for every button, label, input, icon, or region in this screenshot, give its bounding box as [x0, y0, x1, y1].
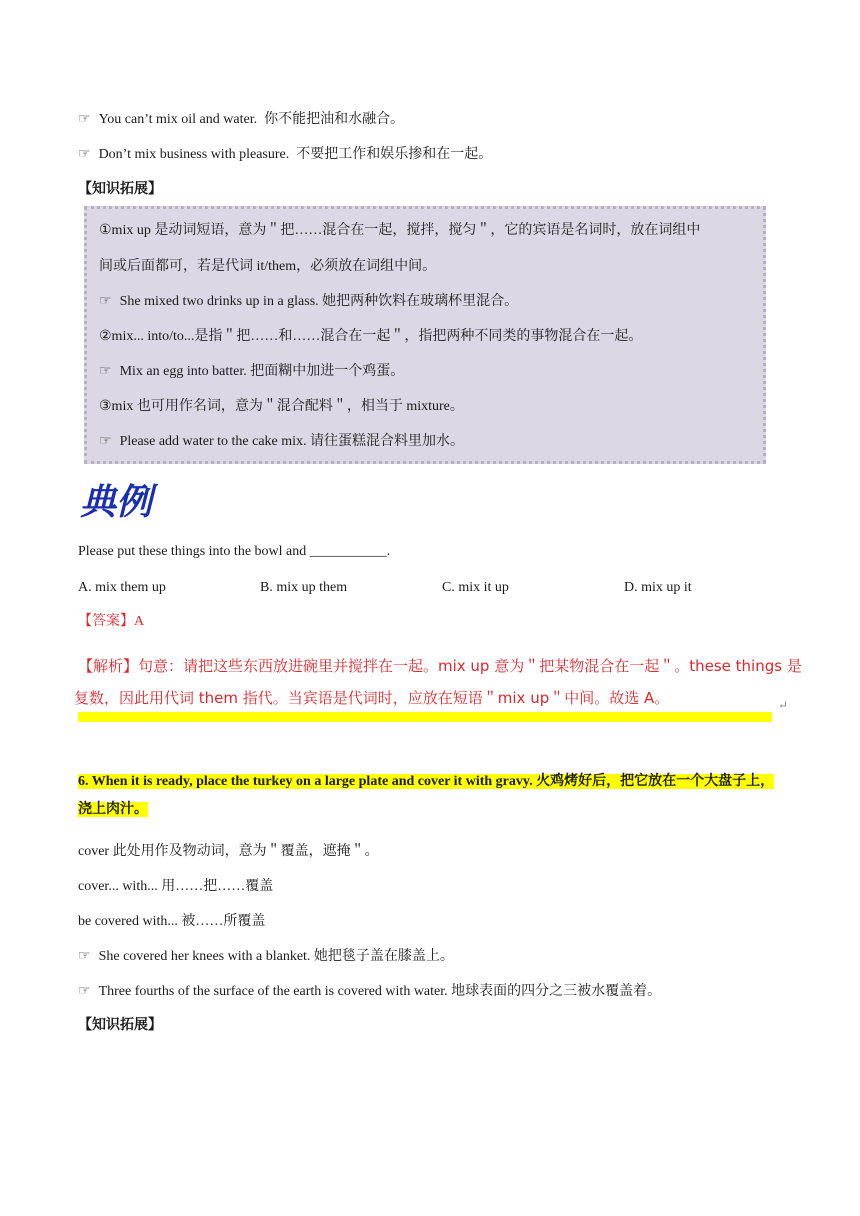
pointing-hand-icon: ☞	[78, 984, 91, 999]
analysis-text: 复数，因此用代词 them 指代。当宾语是代词时，应放在短语＂mix up＂中间。故选 A。	[74, 689, 670, 707]
knowledge-text: ③mix 也可用作名词，意为＂混合配料＂，相当于 mixture。	[99, 399, 464, 414]
option-c: C. mix it up	[442, 580, 509, 595]
pointing-hand-icon: ☞	[78, 112, 91, 127]
example-logo	[78, 476, 168, 524]
analysis-text: 【解析】句意：请把这些东西放进碗里并搅拌在一起。mix up 意为＂把某物混合在一起＂。these things 是	[78, 657, 802, 675]
example-line: ☞ Three fourths of the surface of the earth is covered with water. 地球表面的四分之三被水覆盖着。	[78, 984, 662, 999]
return-icon: ↵	[778, 698, 789, 712]
analysis-block	[74, 648, 802, 722]
svg-text:典例: 典例	[80, 481, 153, 523]
question-6-heading: 6. When it is ready, place the turkey on a large plate and cover it with gravy. 火鸡烤好后，把它放在一个大盘子上，浇上肉汁。	[78, 774, 775, 817]
knowledge-heading: 【知识拓展】	[78, 1018, 162, 1033]
explanation-line: be covered with... 被……所覆盖	[78, 914, 266, 929]
knowledge-text: ①mix up 是动词短语，意为＂把……混合在一起，搅拌，搅匀＂，它的宾语是名词时，放在词组中	[99, 223, 701, 238]
example-line: ☞ You can’t mix oil and water. 你不能把油和水融合。	[78, 112, 405, 127]
knowledge-box	[84, 206, 766, 464]
knowledge-example: ☞ She mixed two drinks up in a glass. 她把两种饮料在玻璃杯里混合。	[99, 294, 519, 309]
knowledge-heading: 【知识拓展】	[78, 182, 162, 197]
explanation-line: cover... with... 用……把……覆盖	[78, 879, 274, 894]
option-d: D. mix up it	[624, 580, 692, 595]
knowledge-text: 间或后面都可，若是代词 it/them，必须放在词组中间。	[99, 259, 437, 274]
pointing-hand-icon: ☞	[99, 294, 112, 309]
example-line: ☞ Don’t mix business with pleasure. 不要把工作和娱乐掺和在一起。	[78, 147, 493, 162]
answer-text: 【答案】A	[78, 614, 145, 629]
explanation-line: cover 此处用作及物动词，意为＂覆盖，遮掩＂。	[78, 844, 379, 859]
question-text: Please put these things into the bowl and ___________.	[78, 544, 391, 559]
pointing-hand-icon: ☞	[99, 434, 112, 449]
knowledge-text: ②mix... into/to...是指＂把……和……混合在一起＂，指把两种不同类的事物混合在一起。	[99, 329, 643, 344]
option-b: B. mix up them	[260, 580, 348, 595]
knowledge-example: ☞ Mix an egg into batter. 把面糊中加进一个鸡蛋。	[99, 364, 405, 379]
option-a: A. mix them up	[78, 580, 166, 595]
pointing-hand-icon: ☞	[78, 147, 91, 162]
pointing-hand-icon: ☞	[99, 364, 112, 379]
example-line: ☞ She covered her knees with a blanket. 她把毯子盖在膝盖上。	[78, 949, 454, 964]
pointing-hand-icon: ☞	[78, 949, 91, 964]
knowledge-example: ☞ Please add water to the cake mix. 请往蛋糕混合料里加水。	[99, 434, 465, 449]
